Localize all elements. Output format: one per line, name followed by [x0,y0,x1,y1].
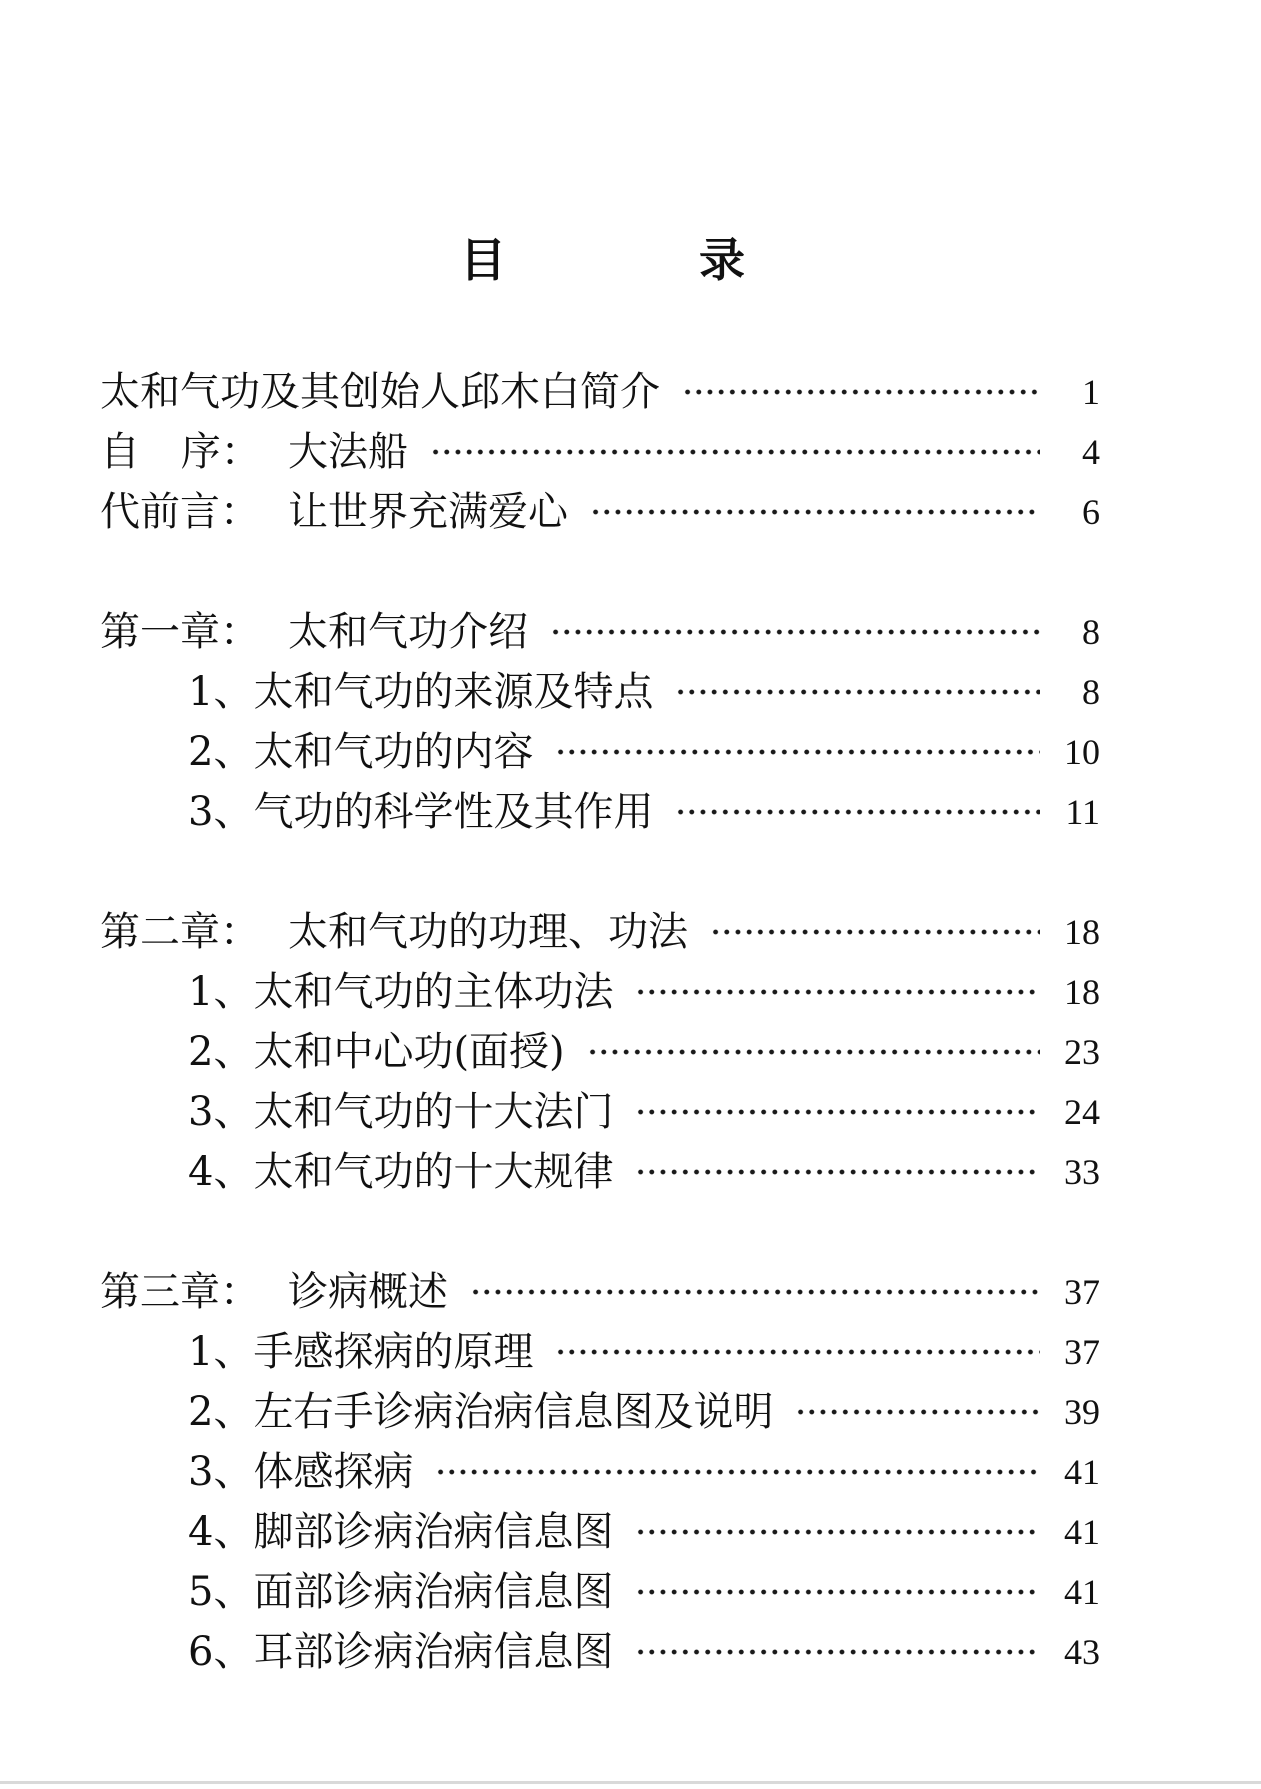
dot-leader [635,1108,1040,1116]
section-entry [0,1022,1100,1082]
dot-leader [635,988,1040,996]
page-number: 8 [1082,612,1100,652]
section-title: 2、左右手诊病治病信息图及说明 [188,1389,774,1435]
chapter-group [0,902,1261,1202]
chapter-group [0,602,1261,842]
chapter-title: 太和气功介绍 [288,609,528,655]
page-number: 41 [1064,1512,1100,1552]
dot-leader [587,1048,1040,1056]
table-of-contents [0,362,1261,1682]
page-number: 24 [1064,1092,1100,1132]
section-entry [0,1562,1100,1622]
page-number: 18 [1064,912,1100,952]
page-number: 37 [1064,1332,1100,1372]
section-title: 3、体感探病 [188,1449,414,1495]
section-entry [0,1622,1100,1682]
toc-entry [0,422,1100,482]
heading-char-right: 录 [699,233,745,287]
section-entry [0,1322,1100,1382]
section-title: 1、手感探病的原理 [188,1329,534,1375]
dot-leader [550,628,1040,636]
toc-heading [0,232,1261,288]
section-title: 2、太和中心功(面授) [188,1029,565,1075]
entry-title: 太和气功及其创始人邱木白简介 [100,369,660,415]
heading-char-left: 目 [460,233,506,287]
dot-leader [675,688,1040,696]
section-entry [0,1382,1100,1442]
chapter-title: 诊病概述 [288,1269,448,1315]
page-number: 41 [1064,1572,1100,1612]
scan-edge-line [0,1781,1261,1784]
chapter-entry [0,1262,1100,1322]
dot-leader [635,1588,1040,1596]
section-title: 3、太和气功的十大法门 [188,1089,614,1135]
section-entry [0,1142,1100,1202]
chapter-group [0,1262,1261,1682]
page-number: 43 [1064,1632,1100,1672]
chapter-label: 第二章： [100,909,260,955]
dot-leader [470,1288,1040,1296]
page-number: 33 [1064,1152,1100,1192]
section-entry [0,1502,1100,1562]
dot-leader [682,388,1040,396]
section-title: 4、太和气功的十大规律 [188,1149,614,1195]
section-entry [0,962,1100,1022]
section-title: 3、气功的科学性及其作用 [188,789,654,835]
toc-entry [0,362,1100,422]
section-entry [0,662,1100,722]
section-title: 6、耳部诊病治病信息图 [188,1629,614,1675]
chapter-entry [0,902,1100,962]
dot-leader [710,928,1040,936]
front-matter-group [0,362,1261,542]
entry-label: 代前言： [100,489,260,535]
entry-title: 大法船 [288,429,408,475]
toc-entry [0,482,1100,542]
section-entry [0,782,1100,842]
page-number: 8 [1082,672,1100,712]
page-number: 1 [1082,372,1100,412]
section-title: 4、脚部诊病治病信息图 [188,1509,614,1555]
page-number: 41 [1064,1452,1100,1492]
section-entry [0,722,1100,782]
page-number: 11 [1065,792,1100,832]
dot-leader [555,1348,1040,1356]
section-title: 5、面部诊病治病信息图 [188,1569,614,1615]
page-number: 10 [1064,732,1100,772]
dot-leader [675,808,1040,816]
chapter-label: 第一章： [100,609,260,655]
entry-title: 让世界充满爱心 [288,489,568,535]
page-number: 4 [1082,432,1100,472]
entry-label: 自 序： [100,429,261,475]
dot-leader [635,1648,1040,1656]
dot-leader [555,748,1040,756]
dot-leader [795,1408,1040,1416]
chapter-label: 第三章： [100,1269,260,1315]
chapter-entry [0,602,1100,662]
dot-leader [635,1528,1040,1536]
section-title: 2、太和气功的内容 [188,729,534,775]
section-title: 1、太和气功的来源及特点 [188,669,654,715]
page-number: 37 [1064,1272,1100,1312]
page-number: 39 [1064,1392,1100,1432]
page-number: 6 [1082,492,1100,532]
dot-leader [435,1468,1040,1476]
chapter-title: 太和气功的功理、功法 [288,909,688,955]
dot-leader [590,508,1040,516]
dot-leader [430,448,1040,456]
page-number: 18 [1064,972,1100,1012]
section-entry [0,1442,1100,1502]
dot-leader [635,1168,1040,1176]
section-entry [0,1082,1100,1142]
page-number: 23 [1064,1032,1100,1072]
section-title: 1、太和气功的主体功法 [188,969,614,1015]
